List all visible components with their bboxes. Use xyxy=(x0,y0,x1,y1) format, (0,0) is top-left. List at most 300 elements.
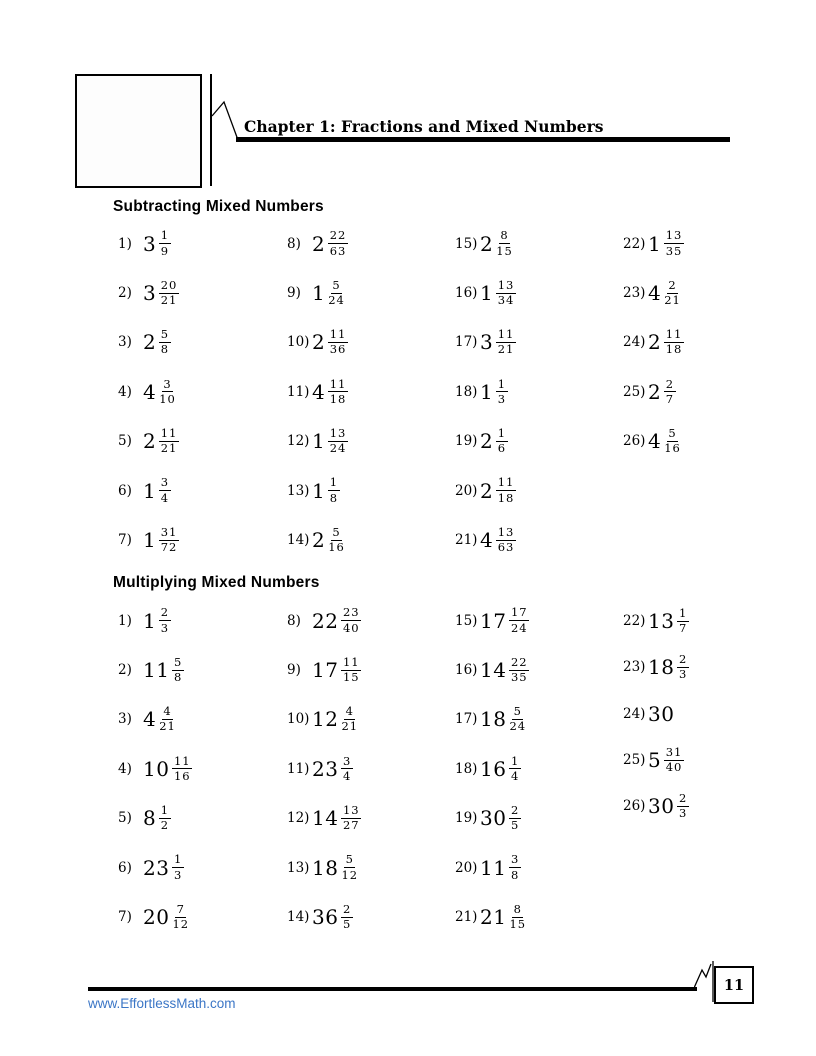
fraction-numerator: 2 xyxy=(342,901,352,916)
fraction-numerator: 1 xyxy=(173,852,183,867)
whole-number: 17 xyxy=(312,658,339,683)
fraction xyxy=(159,427,179,455)
whole-number: 30 xyxy=(648,701,675,726)
whole-number: 11 xyxy=(143,658,170,683)
item-number: 5) xyxy=(118,433,132,450)
answer-item xyxy=(455,417,623,466)
item-number: 19) xyxy=(455,810,478,827)
fraction-numerator: 2 xyxy=(668,277,677,292)
answer-item xyxy=(118,417,286,466)
fraction-denominator: 40 xyxy=(342,620,360,635)
fraction-numerator: 1 xyxy=(497,426,507,441)
fraction-denominator: 21 xyxy=(160,293,178,308)
answer-item xyxy=(118,367,286,416)
item-number: 24) xyxy=(623,334,646,351)
whole-number: 2 xyxy=(648,330,662,355)
fraction-denominator: 12 xyxy=(341,867,359,882)
fraction-denominator: 24 xyxy=(510,620,528,635)
fraction-denominator: 5 xyxy=(510,818,520,833)
item-number: 21) xyxy=(455,532,478,549)
answer-item xyxy=(118,794,286,843)
fraction-numerator: 1 xyxy=(497,376,507,391)
fraction xyxy=(172,755,192,783)
fraction xyxy=(341,903,352,931)
answers-column xyxy=(455,596,623,942)
answers-column xyxy=(287,596,455,942)
fraction xyxy=(341,705,358,733)
fraction-denominator: 21 xyxy=(497,342,515,357)
fraction-denominator: 6 xyxy=(497,441,507,456)
whole-number: 1 xyxy=(312,281,326,306)
fraction-numerator: 8 xyxy=(513,901,522,916)
answer-item xyxy=(623,783,791,829)
fraction xyxy=(509,606,529,634)
whole-number: 2 xyxy=(312,330,326,355)
fraction-denominator: 36 xyxy=(329,342,347,357)
item-number: 9) xyxy=(287,285,301,302)
fraction xyxy=(172,853,183,881)
answer-item xyxy=(623,318,791,367)
item-number: 22) xyxy=(623,613,646,630)
fraction-denominator: 15 xyxy=(342,670,360,685)
answer-item xyxy=(287,466,455,515)
fraction-numerator: 3 xyxy=(160,475,170,490)
item-number: 23) xyxy=(623,285,646,302)
fraction-numerator: 3 xyxy=(510,852,520,867)
answer-item xyxy=(455,843,623,892)
fraction-numerator: 5 xyxy=(668,426,677,441)
item-number: 7) xyxy=(118,532,132,549)
fraction-numerator: 5 xyxy=(332,277,341,292)
answer-item xyxy=(118,596,286,645)
whole-number: 4 xyxy=(648,429,662,454)
footer-rule xyxy=(88,987,697,991)
header-rule xyxy=(236,137,730,142)
fraction-denominator: 21 xyxy=(159,719,176,734)
whole-number: 4 xyxy=(648,281,662,306)
fraction xyxy=(341,755,352,783)
fraction-numerator: 1 xyxy=(160,228,170,243)
whole-number: 2 xyxy=(312,231,326,256)
item-number: 16) xyxy=(455,662,478,679)
fraction-numerator: 5 xyxy=(513,704,522,719)
item-number: 12) xyxy=(287,433,310,450)
answer-item xyxy=(287,744,455,793)
fraction xyxy=(496,526,516,554)
fraction-denominator: 18 xyxy=(665,342,683,357)
whole-number: 1 xyxy=(143,608,157,633)
fraction-denominator: 4 xyxy=(342,768,352,783)
fraction-denominator: 3 xyxy=(160,620,170,635)
item-number: 22) xyxy=(623,235,646,252)
fraction xyxy=(509,903,526,931)
item-number: 11) xyxy=(287,383,310,400)
fraction-numerator: 22 xyxy=(510,654,528,669)
whole-number: 1 xyxy=(143,478,157,503)
answer-item xyxy=(623,219,791,268)
whole-number: 2 xyxy=(648,379,662,404)
answers-column xyxy=(287,219,455,565)
fraction xyxy=(677,653,688,681)
whole-number: 11 xyxy=(480,855,507,880)
answer-item xyxy=(623,417,791,466)
fraction xyxy=(664,378,675,406)
section-title-subtracting: Subtracting Mixed Numbers xyxy=(113,198,324,215)
answer-item xyxy=(287,515,455,564)
fraction xyxy=(509,853,520,881)
fraction-numerator: 31 xyxy=(160,524,178,539)
answer-item xyxy=(455,466,623,515)
fraction xyxy=(496,279,516,307)
fraction-numerator: 11 xyxy=(497,327,515,342)
whole-number: 18 xyxy=(312,855,339,880)
item-number: 6) xyxy=(118,859,132,876)
whole-number: 13 xyxy=(648,609,675,634)
item-number: 25) xyxy=(623,383,646,400)
answer-item xyxy=(455,892,623,941)
whole-number: 1 xyxy=(312,478,326,503)
item-number: 26) xyxy=(623,798,646,815)
fraction-denominator: 24 xyxy=(509,719,527,734)
fraction xyxy=(664,279,681,307)
fraction-numerator: 4 xyxy=(345,704,354,719)
whole-number: 8 xyxy=(143,806,157,831)
whole-number: 14 xyxy=(480,658,507,683)
item-number: 26) xyxy=(623,433,646,450)
answer-item xyxy=(287,892,455,941)
whole-number: 3 xyxy=(480,330,494,355)
answer-item xyxy=(118,466,286,515)
whole-number: 14 xyxy=(312,806,339,831)
fraction-numerator: 11 xyxy=(497,475,515,490)
fraction xyxy=(328,526,345,554)
item-number: 10) xyxy=(287,334,310,351)
fraction-denominator: 16 xyxy=(173,768,191,783)
fraction xyxy=(664,328,684,356)
answers-column xyxy=(623,598,791,829)
fraction xyxy=(341,853,358,881)
item-number: 14) xyxy=(287,532,310,549)
fraction-denominator: 35 xyxy=(665,243,683,258)
page-number-box xyxy=(714,966,754,1004)
item-number: 12) xyxy=(287,810,310,827)
fraction-denominator: 2 xyxy=(160,818,170,833)
whole-number: 2 xyxy=(480,231,494,256)
fraction-denominator: 8 xyxy=(510,867,520,882)
answer-item xyxy=(118,219,286,268)
item-number: 17) xyxy=(455,334,478,351)
whole-number: 36 xyxy=(312,905,339,930)
answer-item xyxy=(623,268,791,317)
whole-number: 2 xyxy=(480,429,494,454)
item-number: 5) xyxy=(118,810,132,827)
item-number: 9) xyxy=(287,662,301,679)
item-number: 17) xyxy=(455,711,478,728)
fraction xyxy=(664,746,684,774)
section-title-multiplying: Multiplying Mixed Numbers xyxy=(113,574,320,591)
fraction-denominator: 4 xyxy=(510,768,520,783)
answer-item xyxy=(623,598,791,644)
answer-item xyxy=(287,794,455,843)
fraction-numerator: 11 xyxy=(160,426,178,441)
fraction xyxy=(159,526,179,554)
fraction-denominator: 9 xyxy=(160,243,170,258)
fraction-numerator: 2 xyxy=(678,652,688,667)
whole-number: 23 xyxy=(143,855,170,880)
fraction xyxy=(496,229,513,257)
logo-placeholder-box xyxy=(75,74,202,188)
whole-number: 12 xyxy=(312,707,339,732)
fraction xyxy=(172,656,183,684)
answer-item xyxy=(118,645,286,694)
answers-column xyxy=(623,219,791,466)
fraction-numerator: 17 xyxy=(510,605,528,620)
fraction-numerator: 13 xyxy=(497,277,515,292)
fraction xyxy=(159,606,170,634)
item-number: 6) xyxy=(118,482,132,499)
fraction xyxy=(341,804,361,832)
whole-number: 3 xyxy=(143,281,157,306)
fraction xyxy=(496,378,507,406)
item-number: 1) xyxy=(118,235,132,252)
fraction xyxy=(159,476,170,504)
answer-item xyxy=(455,645,623,694)
fraction-denominator: 8 xyxy=(329,490,339,505)
fraction xyxy=(496,427,507,455)
whole-number: 2 xyxy=(143,330,157,355)
whole-number: 30 xyxy=(480,806,507,831)
item-number: 25) xyxy=(623,752,646,769)
fraction xyxy=(159,804,170,832)
answer-item xyxy=(118,268,286,317)
fraction-denominator: 63 xyxy=(497,540,515,555)
section-multiplying xyxy=(113,574,773,944)
answer-item xyxy=(623,691,791,737)
fraction-denominator: 3 xyxy=(173,867,183,882)
whole-number: 3 xyxy=(143,231,157,256)
fraction-denominator: 34 xyxy=(497,293,515,308)
whole-number: 1 xyxy=(312,429,326,454)
answer-item xyxy=(118,843,286,892)
fraction-numerator: 2 xyxy=(160,605,170,620)
answer-item xyxy=(455,794,623,843)
fraction xyxy=(328,328,348,356)
answer-item xyxy=(287,367,455,416)
item-number: 2) xyxy=(118,662,132,679)
item-number: 20) xyxy=(455,482,478,499)
fraction-numerator: 20 xyxy=(160,277,178,292)
item-number: 13) xyxy=(287,482,310,499)
fraction-denominator: 8 xyxy=(160,342,170,357)
answer-item xyxy=(118,318,286,367)
whole-number: 1 xyxy=(480,281,494,306)
footer-website-link[interactable]: www.EffortlessMath.com xyxy=(88,996,236,1011)
fraction-numerator: 11 xyxy=(329,327,347,342)
page-number: 11 xyxy=(723,976,745,994)
fraction-denominator: 18 xyxy=(497,490,515,505)
item-number: 18) xyxy=(455,383,478,400)
answer-item xyxy=(287,268,455,317)
fraction xyxy=(341,656,361,684)
fraction-numerator: 22 xyxy=(329,228,347,243)
fraction-numerator: 31 xyxy=(665,744,683,759)
whole-number: 2 xyxy=(143,429,157,454)
whole-number: 16 xyxy=(480,756,507,781)
fraction xyxy=(664,427,681,455)
item-number: 13) xyxy=(287,859,310,876)
fraction-denominator: 7 xyxy=(678,621,688,636)
whole-number: 1 xyxy=(143,528,157,553)
whole-number: 4 xyxy=(143,707,157,732)
fraction xyxy=(496,328,516,356)
fraction-denominator: 18 xyxy=(329,391,347,406)
whole-number: 22 xyxy=(312,608,339,633)
item-number: 18) xyxy=(455,760,478,777)
fraction-numerator: 4 xyxy=(163,704,172,719)
fraction-denominator: 35 xyxy=(510,670,528,685)
fraction xyxy=(328,427,348,455)
fraction-numerator: 11 xyxy=(173,753,191,768)
fraction xyxy=(172,903,189,931)
item-number: 15) xyxy=(455,612,478,629)
fraction-numerator: 5 xyxy=(332,524,341,539)
chapter-title: Chapter 1: Fractions and Mixed Numbers xyxy=(244,117,604,136)
fraction-denominator: 24 xyxy=(329,441,347,456)
fraction-denominator: 5 xyxy=(342,917,352,932)
answers-column xyxy=(118,596,286,942)
section-subtracting xyxy=(113,198,773,568)
whole-number: 18 xyxy=(648,655,675,680)
fraction-denominator: 16 xyxy=(664,441,681,456)
item-number: 4) xyxy=(118,760,132,777)
fraction xyxy=(509,656,529,684)
answer-item xyxy=(118,695,286,744)
item-number: 2) xyxy=(118,285,132,302)
item-number: 19) xyxy=(455,433,478,450)
whole-number: 1 xyxy=(648,231,662,256)
item-number: 11) xyxy=(287,760,310,777)
fraction-numerator: 1 xyxy=(160,803,170,818)
fraction xyxy=(159,378,176,406)
fraction-denominator: 40 xyxy=(665,760,683,775)
fraction xyxy=(328,476,339,504)
answer-item xyxy=(455,268,623,317)
whole-number: 5 xyxy=(648,748,662,773)
fraction xyxy=(159,705,176,733)
answer-item xyxy=(118,744,286,793)
answers-column xyxy=(118,219,286,565)
answer-item xyxy=(287,318,455,367)
fraction-numerator: 5 xyxy=(173,654,183,669)
item-number: 8) xyxy=(287,235,301,252)
fraction-denominator: 8 xyxy=(173,670,183,685)
fraction-denominator: 12 xyxy=(172,917,190,932)
answer-item xyxy=(455,367,623,416)
fraction-numerator: 3 xyxy=(163,376,172,391)
fraction-numerator: 1 xyxy=(678,605,688,620)
answer-item xyxy=(455,515,623,564)
fraction-numerator: 7 xyxy=(176,901,185,916)
fraction-denominator: 21 xyxy=(160,441,178,456)
fraction xyxy=(341,606,361,634)
answer-item xyxy=(287,695,455,744)
whole-number: 4 xyxy=(480,528,494,553)
whole-number: 10 xyxy=(143,756,170,781)
answer-item xyxy=(455,744,623,793)
fraction-numerator: 3 xyxy=(342,753,352,768)
whole-number: 23 xyxy=(312,756,339,781)
fraction-denominator: 3 xyxy=(497,391,507,406)
item-number: 8) xyxy=(287,612,301,629)
answer-item xyxy=(118,892,286,941)
fraction xyxy=(328,229,348,257)
fraction xyxy=(677,607,688,635)
fraction-numerator: 8 xyxy=(500,228,509,243)
fraction-numerator: 2 xyxy=(510,803,520,818)
fraction-denominator: 3 xyxy=(678,806,688,821)
fraction xyxy=(159,279,179,307)
fraction-numerator: 11 xyxy=(342,654,360,669)
whole-number: 4 xyxy=(312,379,326,404)
fraction-numerator: 13 xyxy=(329,426,347,441)
fraction-denominator: 72 xyxy=(160,540,178,555)
fraction-denominator: 63 xyxy=(329,243,347,258)
fraction-denominator: 10 xyxy=(159,391,176,406)
fraction-numerator: 23 xyxy=(342,605,360,620)
answer-item xyxy=(287,843,455,892)
fraction xyxy=(159,229,170,257)
fraction xyxy=(509,705,526,733)
fraction-denominator: 21 xyxy=(664,293,681,308)
fraction xyxy=(677,792,688,820)
whole-number: 21 xyxy=(480,905,507,930)
fraction xyxy=(328,279,345,307)
fraction-numerator: 13 xyxy=(665,228,683,243)
answer-item xyxy=(455,318,623,367)
whole-number: 2 xyxy=(480,478,494,503)
item-number: 10) xyxy=(287,711,310,728)
fraction-denominator: 16 xyxy=(328,540,345,555)
fraction-denominator: 4 xyxy=(160,490,170,505)
answer-item xyxy=(623,644,791,690)
fraction xyxy=(496,476,516,504)
item-number: 4) xyxy=(118,383,132,400)
whole-number: 20 xyxy=(143,905,170,930)
item-number: 16) xyxy=(455,285,478,302)
fraction-denominator: 15 xyxy=(496,243,513,258)
fraction-denominator: 27 xyxy=(342,818,360,833)
fraction-numerator: 13 xyxy=(497,524,515,539)
whole-number: 17 xyxy=(480,608,507,633)
answer-item xyxy=(118,515,286,564)
fraction xyxy=(328,378,348,406)
fraction-numerator: 5 xyxy=(345,852,354,867)
answer-item xyxy=(287,219,455,268)
fraction-numerator: 2 xyxy=(678,791,688,806)
item-number: 3) xyxy=(118,334,132,351)
fraction-numerator: 11 xyxy=(329,376,347,391)
fraction xyxy=(509,804,520,832)
item-number: 7) xyxy=(118,909,132,926)
fraction-denominator: 15 xyxy=(509,917,527,932)
answer-item xyxy=(287,417,455,466)
fraction-denominator: 24 xyxy=(328,293,345,308)
answer-item xyxy=(623,367,791,416)
fraction xyxy=(509,755,520,783)
answer-item xyxy=(287,596,455,645)
whole-number: 1 xyxy=(480,379,494,404)
item-number: 23) xyxy=(623,659,646,676)
